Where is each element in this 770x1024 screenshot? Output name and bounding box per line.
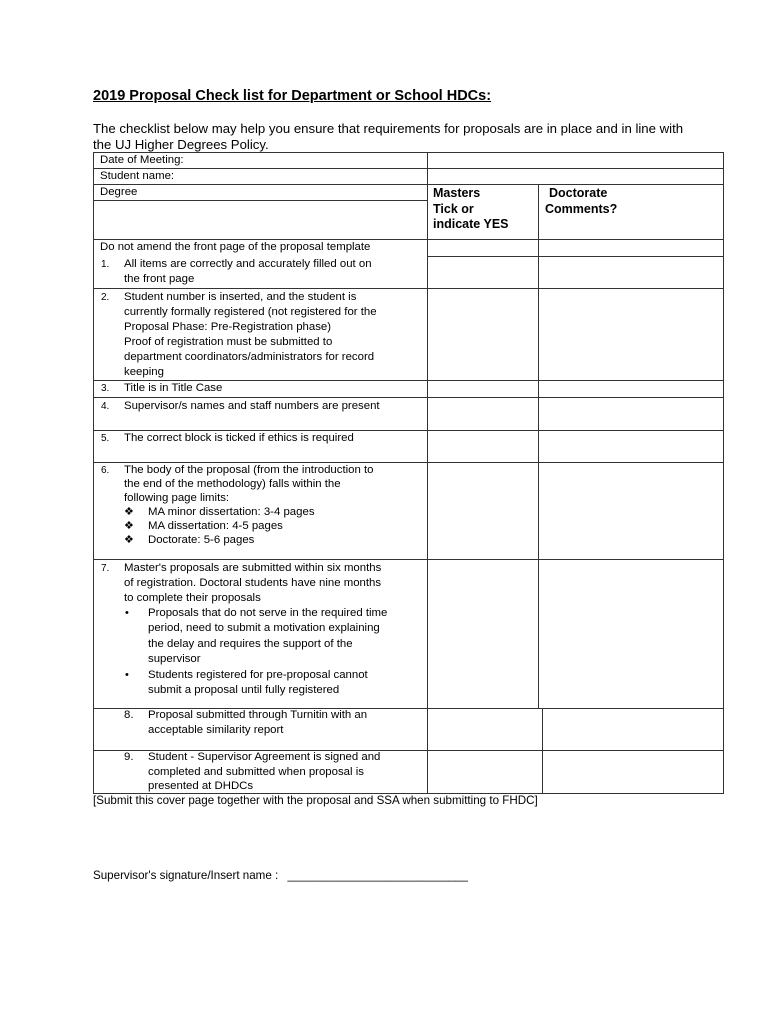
item-2-line: Proposal Phase: Pre-Registration phase) <box>124 321 332 333</box>
item-7-line: Master's proposals are submitted within six months <box>124 562 382 574</box>
four-diamond-icon: ❖ <box>124 506 134 518</box>
item-6-line: the end of the methodology) falls within the <box>124 478 341 490</box>
item-1-line: All items are correctly and accurately filled out on <box>124 258 372 270</box>
item-1-line: the front page <box>124 273 195 285</box>
item-6-bullet: Doctorate: 5-6 pages <box>148 534 255 546</box>
table-left-border <box>93 152 94 793</box>
item-4-line: Supervisor/s names and staff numbers are present <box>124 400 380 412</box>
degree-label: Degree <box>100 186 138 198</box>
item-number: 3. <box>101 383 110 394</box>
bullet-dot-icon: • <box>125 669 129 681</box>
bullet-dot-icon: • <box>125 607 129 619</box>
tick-or-header: Tick or <box>433 202 474 216</box>
doctorate-header: Doctorate <box>549 186 608 200</box>
masters-header: Masters <box>433 186 481 200</box>
item-6-bullet: MA dissertation: 4-5 pages <box>148 520 283 532</box>
item-6-line: The body of the proposal (from the introduction to <box>124 464 374 476</box>
submission-note: [Submit this cover page together with the proposal and SSA when submitting to FHDC] <box>93 794 538 807</box>
signature-label: Supervisor's signature/Insert name : <box>93 869 279 882</box>
item-7-line: of registration. Doctoral students have nine months <box>124 577 382 589</box>
item-5-line: The correct block is ticked if ethics is required <box>124 432 354 444</box>
item-3-line: Title is in Title Case <box>124 382 223 394</box>
signature-row <box>93 869 468 882</box>
table-right-border <box>723 152 724 793</box>
item-2-line: department coordinators/administrators for record <box>124 351 375 363</box>
item-number: 5. <box>101 433 110 444</box>
date-of-meeting-label: Date of Meeting: <box>100 154 184 166</box>
item-9-line: Student - Supervisor Agreement is signed and <box>148 751 381 763</box>
item-6-line: following page limits: <box>124 492 230 504</box>
section-title: Do not amend the front page of the proposal template <box>100 241 371 253</box>
item-9-line: completed and submitted when proposal is <box>148 766 364 778</box>
item-7-bullet-line: the delay and requires the support of the <box>148 638 353 650</box>
item-7-bullet-line: supervisor <box>148 653 201 665</box>
indicate-yes-header: indicate YES <box>433 217 509 231</box>
four-diamond-icon: ❖ <box>124 520 134 532</box>
item-number: 6. <box>101 465 110 476</box>
signature-line[interactable]: ____________________________ <box>287 869 469 882</box>
item-7-bullet-line: Students registered for pre-proposal cannot <box>148 669 368 681</box>
comments-header: Comments? <box>545 202 618 216</box>
intro-paragraph: The checklist below may help you ensure that requirements for proposals are in place and in line with the UJ Higher Degrees Policy. <box>93 121 684 152</box>
item-8-line: acceptable similarity report <box>148 724 284 736</box>
col-divider-1 <box>427 152 428 793</box>
page-title: 2019 Proposal Check list for Department or School HDCs: <box>93 88 492 104</box>
item-8-line: Proposal submitted through Turnitin with an <box>148 709 368 721</box>
item-2-line: keeping <box>124 366 164 378</box>
item-2-line: currently formally registered (not registered for the <box>124 306 377 318</box>
item-number: 4. <box>101 401 110 412</box>
item-2-line: Student number is inserted, and the student is <box>124 291 357 303</box>
item-9-number: 9. <box>124 751 134 763</box>
col-divider-2 <box>538 184 539 708</box>
item-number: 2. <box>101 292 110 303</box>
item-number: 7. <box>101 563 110 574</box>
student-name-label: Student name: <box>100 170 175 182</box>
item-7-bullet-line: Proposals that do not serve in the required time <box>148 607 388 619</box>
four-diamond-icon: ❖ <box>124 534 134 546</box>
item-7-bullet-line: submit a proposal until fully registered <box>148 684 340 696</box>
item-7-bullet-line: period, need to submit a motivation explaining <box>148 622 380 634</box>
item-8-number: 8. <box>124 709 134 721</box>
item-2-line: Proof of registration must be submitted to <box>124 336 333 348</box>
item-7-line: to complete their proposals <box>124 592 261 604</box>
item-number: 1. <box>101 259 110 270</box>
item-9-line: presented at DHDCs <box>148 780 254 792</box>
item-6-bullet: MA minor dissertation: 3-4 pages <box>148 506 315 518</box>
